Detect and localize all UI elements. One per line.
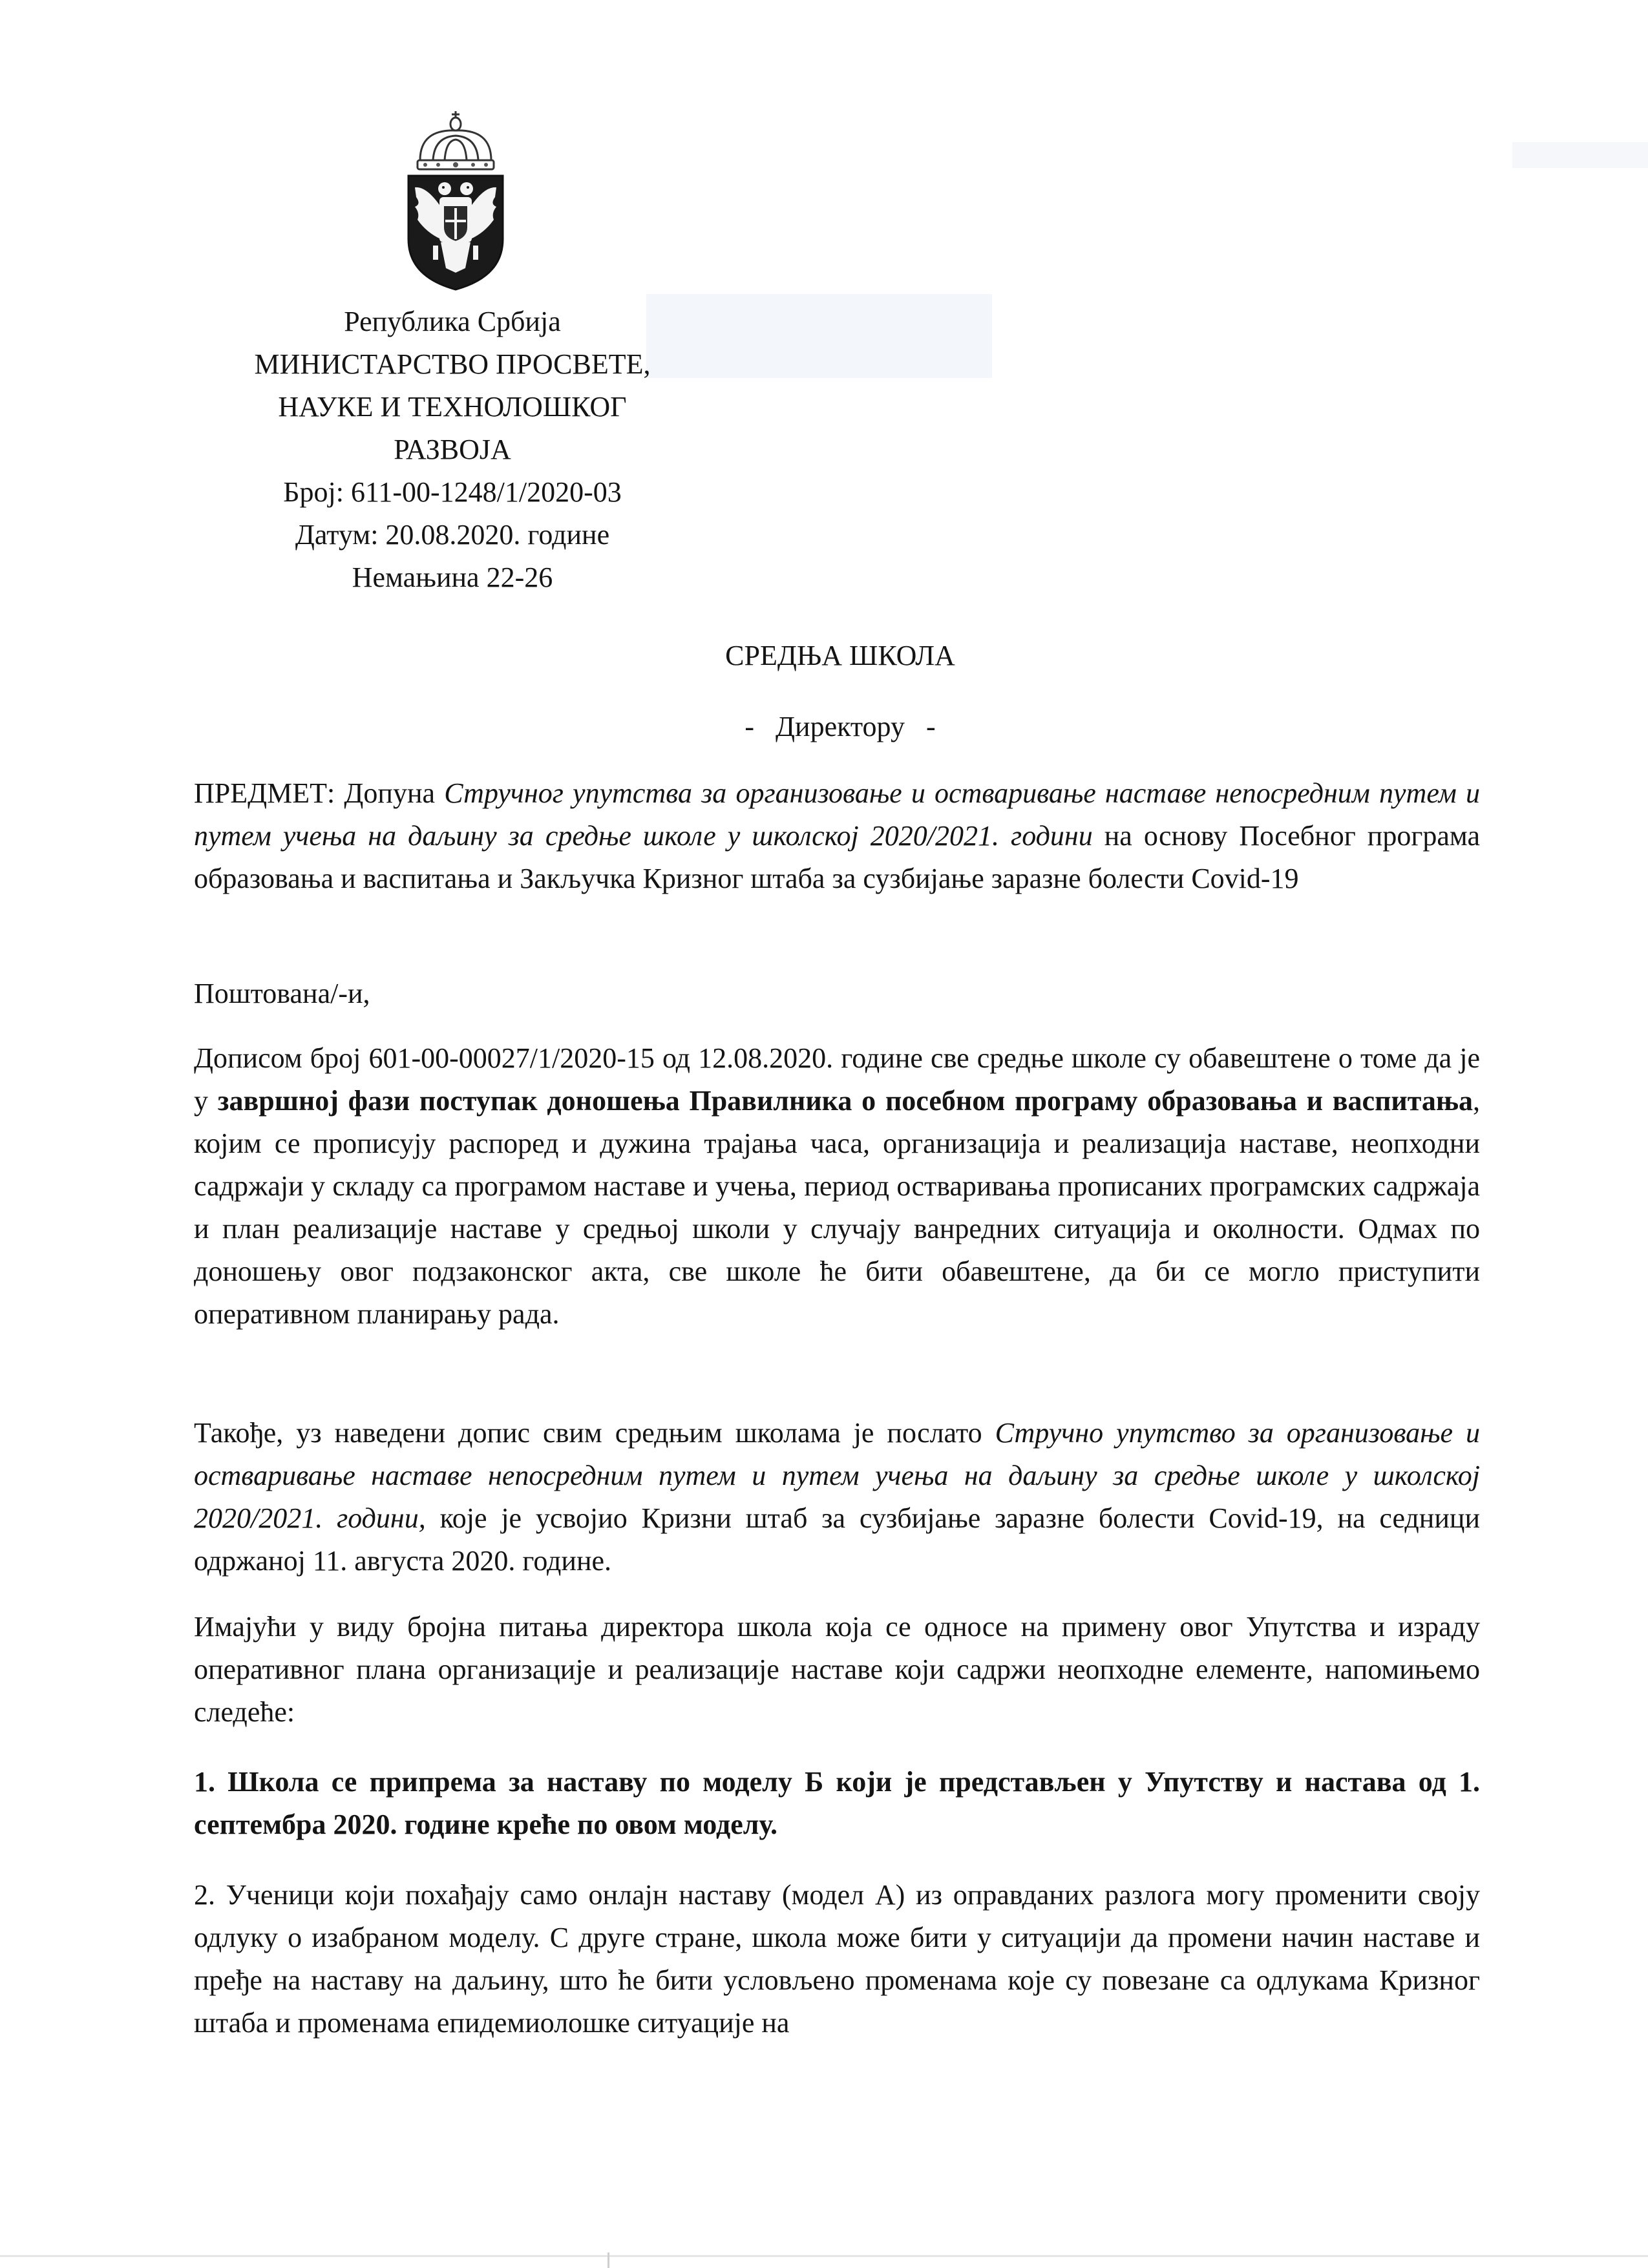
country-name: Република Србија [344,306,561,337]
scan-artifact [1512,142,1648,168]
sender-header [194,300,711,599]
subject-paragraph [194,772,1480,900]
ministry-name-line2: НАУКЕ И ТЕХНОЛОШКОГ [278,391,627,423]
paragraph-2-start: Такође, уз наведени допис свим средњим школама је послато [194,1417,995,1449]
coat-of-arms-icon [401,110,511,291]
subject-rest: на основу Посебног програма образовања и васпитања и Закључка Кризног штаба за сузбијање заразне болести Covid-19 [194,820,1480,894]
paragraph-2 [194,1412,1480,1582]
paragraph-1-start: Дописом број 601-00-00027/1/2020-15 од 12.08.2020. године све средње школе су обавештене о томе да је у [194,1042,1480,1117]
page-edge-line [0,2255,1648,2257]
paragraph-1-bold: завршној фази поступак доношења Правилника о посебном програму образовања и васпитања [217,1085,1473,1117]
salutation-text: Поштована/-и, [194,978,370,1009]
paragraph-2-italic: Стручно упутство за организовање и остваривање наставе непосредним путем и путем учења на даљину за средње школе у школској 2020/2021. години, [194,1417,1480,1534]
list-item-1 [194,1761,1480,1846]
document-date: Датум: 20.08.2020. године [295,519,610,551]
paragraph-2-end: које је усвојио Кризни штаб за сузбијање заразне болести Covid-19, на седници одржаној 11. августа 2020. године. [194,1502,1480,1577]
page-edge-tick [607,2252,609,2268]
list-item-2-text: 2. Ученици који похађају само онлајн наставу (модел А) из оправданих разлога могу променити своју одлуку о изабраном моделу. С друге стране, школа може бити у ситуацији да промени начин наставе и пређе на наставу на даљину, што ће бити условљено променама које су повезане са одлукама Кризног штаба и променама епидемиолошке ситуације на [194,1879,1480,2039]
salutation [194,972,1480,1015]
paragraph-1 [194,1037,1480,1336]
subject-label: ПРЕДМЕТ: Допуна [194,777,445,809]
paragraph-1-end: , којим се прописују распоред и дужина трајања часа, организација и реализација наставе, неопходни садржаји у складу са програмом наставе и учења, период остваривања прописаних програмских садржаја и план реализације наставе у средњој школи у случају ванредних ситуација и околности. Одмах по доношењу овог подзаконског акта, све школе ће бити обавештене, да би се могло приступити оперативном планирању рада. [194,1085,1480,1330]
list-item-2 [194,1874,1480,2044]
addressee-role: - Директору - [745,711,936,742]
paragraph-3-text: Имајући у виду бројна питања директора школа која се односе на примену овог Упутства и израду оперативног плана организације и реализације наставе који садржи неопходне елементе, напомињемо следеће: [194,1611,1480,1728]
ministry-name-line3: РАЗВОЈА [394,434,511,465]
addressee-school: СРЕДЊА ШКОЛА [725,640,955,671]
paragraph-3 [194,1606,1480,1734]
list-item-1-text: 1. Школа се припрема за наставу по моделу Б који је представљен у Упутству и настава од 1. септембра 2020. године креће по овом моделу. [194,1766,1480,1840]
document-number: Број: 611-00-1248/1/2020-03 [283,476,622,508]
sender-address: Немањина 22-26 [352,562,553,593]
subject-title: Стручног упутства за организовање и остваривање наставе непосредним путем и путем учења на даљину за средње школе у школској 2020/2021. години [194,777,1481,852]
ministry-name-line1: МИНИСТАРСТВО ПРОСВЕТЕ, [254,348,651,380]
